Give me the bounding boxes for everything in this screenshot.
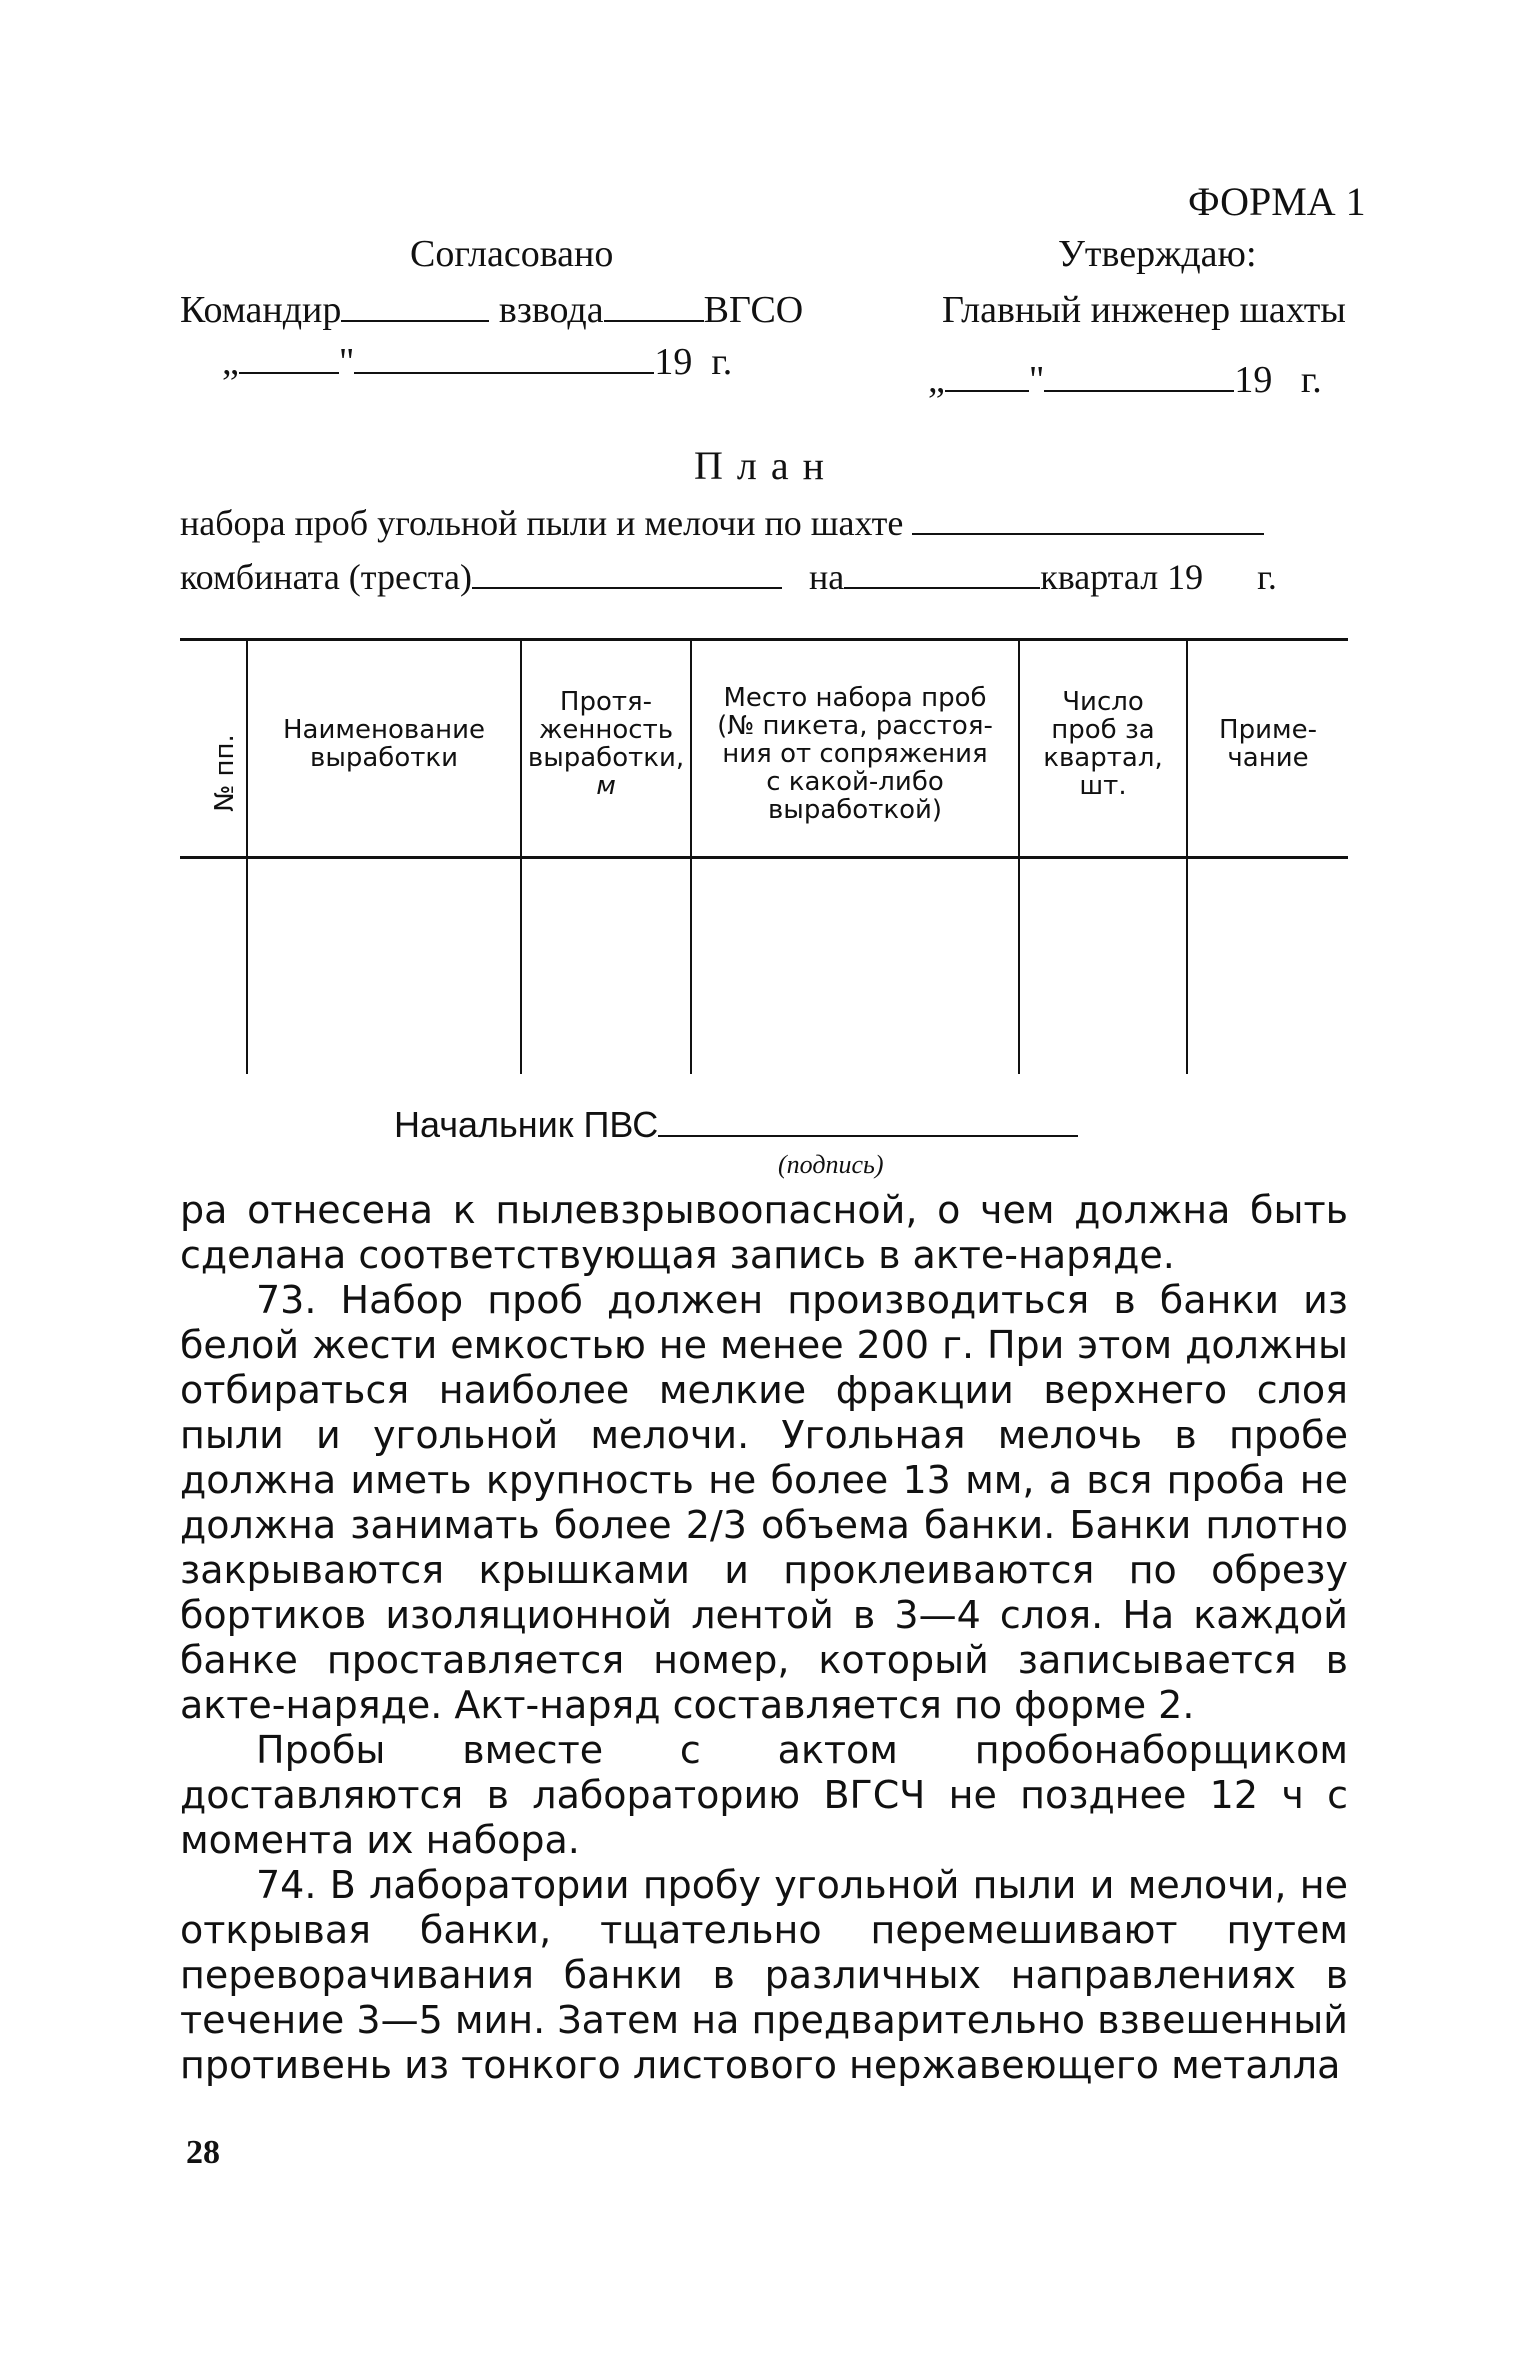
commander-blank [341, 319, 489, 322]
paragraph-73: 73. Набор проб должен производиться в банки из белой жести емкостью не менее 200 г. При этом должны отбираться наиболее мелкие фракции верхнего слоя пыли и угольной мелочи. Угольная мелочь в пробе должна иметь крупность не более 13 мм, а вся проба не должна занимать более 2/3 объема банки. Банки плотно закрываются крышками и проклеиваются по обрезу бортиков изоляционной лентой в 3—4 слоя. На каждой банке проставляется номер, который записывается в акте-наряде. Акт-наряд составляется по форме 2. [180, 1278, 1348, 1727]
page-number: 28 [186, 2134, 220, 2171]
form-label: ФОРМА 1 [1188, 179, 1366, 224]
col-header-number: № пп. [209, 734, 240, 812]
platoon-label: взвода [498, 289, 604, 331]
left-date-year: 19 [654, 341, 693, 383]
right-day-blank [945, 389, 1029, 392]
commander-label: Командир [180, 289, 342, 331]
year-g: г. [1257, 557, 1277, 597]
plan-title: План [694, 443, 839, 488]
signature-label: Начальник ПВС [394, 1104, 659, 1145]
col-header-location: Место набора проб (№ пикета, расстоя- ния от сопряжения с какой-либо выработкой) [717, 683, 993, 825]
right-date-g: г. [1300, 359, 1322, 401]
agreed-title: Согласовано [410, 233, 614, 275]
left-date-g: г. [711, 341, 733, 383]
chief-engineer-line: Главный инженер шахты [942, 289, 1346, 331]
plan-table [180, 638, 1348, 1078]
plan-line-1 [180, 502, 1264, 544]
table-header-rule [180, 856, 1348, 859]
signature-line [394, 1104, 1078, 1146]
table-top-rule [180, 638, 1348, 641]
right-date-line: „ " 19 г. [928, 359, 1322, 401]
left-month-blank [354, 371, 654, 374]
approve-title: Утверждаю: [1058, 233, 1257, 275]
left-day-blank [239, 371, 339, 374]
paragraph-samples: Пробы вместе с актом пробонаборщиком доставляются в лабораторию ВГСЧ не позднее 12 ч с момента их набора. [180, 1728, 1348, 1862]
platoon-blank [604, 319, 704, 322]
paragraph-74: 74. В лаборатории пробу угольной пыли и мелочи, не открывая банки, тщательно перемешивают путем переворачивания банки в различных направлениях в течение 3—5 мин. Затем на предварительно взвешенный противень из тонкого листового нержавеющего металла [180, 1863, 1348, 2087]
col-header-note: Приме- чание [1219, 715, 1317, 773]
combine-blank [472, 586, 782, 589]
combine-label: комбината (треста) [180, 557, 472, 597]
quarter-label: квартал 19 [1040, 557, 1204, 597]
commander-line [180, 288, 803, 332]
body-text [180, 1188, 1348, 2088]
vgso-label: ВГСО [703, 289, 804, 331]
col-divider-5 [1186, 638, 1188, 1074]
col-header-name: Наименование выработки [282, 715, 486, 773]
col-header-count: Число проб за квартал, шт. [1043, 687, 1163, 801]
plan-line-2 [180, 556, 1277, 598]
right-date-year: 19 [1234, 359, 1273, 401]
col-divider-1 [246, 638, 248, 1074]
mine-blank [912, 532, 1264, 535]
col-header-length: Протя- женность выработки, м [527, 687, 685, 801]
plan-line-1-text: набора проб угольной пыли и мелочи по шахте [180, 503, 904, 543]
signature-blank [658, 1134, 1078, 1137]
quarter-blank [844, 586, 1040, 589]
left-date-line: „ " 19 г. [222, 341, 733, 383]
paragraph-0: ра отнесена к пылевзрывоопасной, о чем должна быть сделана соответствующая запись в акте-наряде. [180, 1188, 1348, 1277]
right-month-blank [1044, 389, 1234, 392]
na-label: на [808, 557, 845, 597]
signature-sub: (подпись) [778, 1150, 884, 1179]
